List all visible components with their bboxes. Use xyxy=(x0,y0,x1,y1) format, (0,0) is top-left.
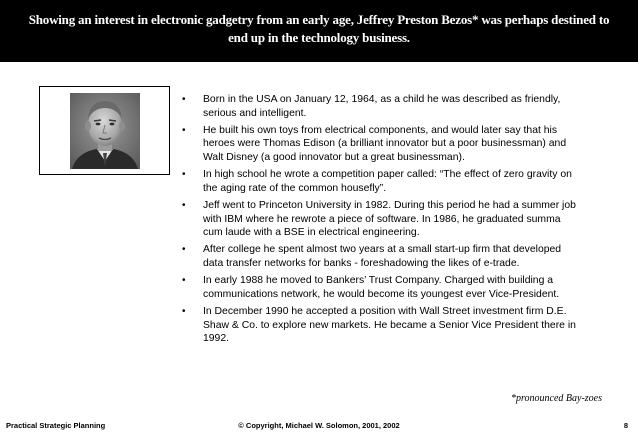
slide-footer xyxy=(0,421,638,435)
bullet-text: He built his own toys from electrical components, and would later say that his heroes were Thomas Edison (a brilliant innovator but a poor businessman) and Walt Disney (a good innovator but a great businessman). xyxy=(203,124,567,164)
bullet-text: In early 1988 he moved to Bankers’ Trust Company. Charged with building a communications network, he would become its youngest ever Vice-President. xyxy=(203,275,560,300)
bullet-dot-icon: • xyxy=(182,169,186,181)
portrait-photo xyxy=(70,93,140,169)
bullet-dot-icon: • xyxy=(182,275,186,287)
biography-bullet xyxy=(181,305,581,346)
bullet-text: In December 1990 he accepted a position with Wall Street investment firm D.E. Shaw & Co. to explore new markets. He became a Senior Vice President there in 1992. xyxy=(203,305,576,345)
biography-bullet xyxy=(181,124,581,165)
biography-bullet xyxy=(181,243,581,271)
biography-bullet-list xyxy=(181,93,581,349)
biography-bullet xyxy=(181,199,581,240)
slide-title: Showing an interest in electronic gadgetry from an early age, Jeffrey Preston Bezos* was perhaps destined to end up in the technology business. xyxy=(0,0,638,62)
biography-bullet xyxy=(181,93,581,121)
bullet-dot-icon: • xyxy=(182,124,186,136)
bullet-text: Jeff went to Princeton University in 1982. During this period he had a summer job with IBM where he rewrote a piece of software. In 1986, he graduated summa cum laude with a BSE in electrical engineering. xyxy=(203,199,576,239)
bullet-text: After college he spent almost two years at a small start-up firm that developed data transfer networks for banks - foreshadowing the likes of e-trade. xyxy=(203,244,562,270)
portrait-frame xyxy=(39,86,170,175)
pronunciation-footnote: *pronounced Bay-zoes xyxy=(511,393,602,404)
bullet-dot-icon: • xyxy=(182,244,186,256)
bullet-text: In high school he wrote a competition paper called: “The effect of zero gravity on the aging rate of the common housefly”. xyxy=(203,169,572,194)
footer-page-number: 8 xyxy=(623,421,628,430)
footer-course-title: Practical Strategic Planning xyxy=(6,421,106,430)
bullet-dot-icon: • xyxy=(182,199,186,211)
bullet-dot-icon: • xyxy=(182,94,186,105)
bullet-dot-icon: • xyxy=(182,305,186,317)
biography-bullet xyxy=(181,274,581,302)
biography-bullet xyxy=(181,168,581,196)
footer-copyright: © Copyright, Michael W. Solomon, 2001, 2002 xyxy=(238,421,400,430)
bullet-text: Born in the USA on January 12, 1964, as a child he was described as friendly, serious and intelligent. xyxy=(203,94,561,119)
